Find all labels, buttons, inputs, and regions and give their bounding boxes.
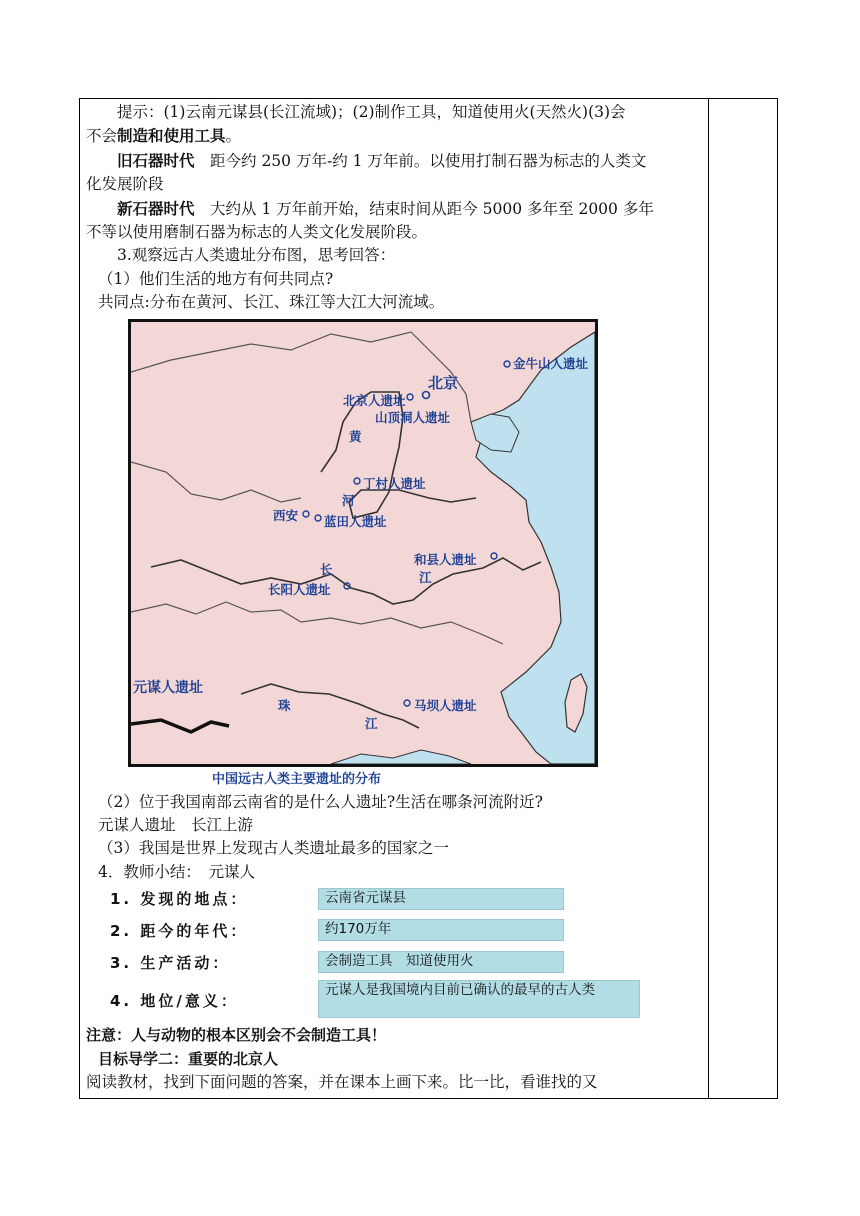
label-zhu: 珠 [278, 697, 291, 713]
lantian-dot [315, 515, 321, 521]
note-text: 注意：人与动物的根本区别会不会制造工具！ [86, 1026, 387, 1045]
label-hexian: 和县人遗址 [414, 551, 477, 567]
summary-value-3: 会制造工具 知道使用火 [318, 951, 564, 973]
border-west [131, 720, 229, 732]
paleolithic-line-1 [86, 149, 702, 173]
neolithic-term: 新石器时代 [117, 198, 195, 218]
summary-label-1: 1. 发现的地点： [110, 890, 249, 909]
boundary-line-1 [131, 462, 301, 502]
content-cell [86, 101, 702, 1095]
paleolithic-line-2: 化发展阶段 [86, 175, 164, 194]
map-caption: 中国远古人类主要遗址的分布 [212, 771, 382, 787]
neolithic-line-1 [86, 197, 702, 221]
site-map [128, 319, 598, 767]
label-jiang: 江 [419, 569, 432, 585]
label-huang: 黄 [349, 428, 362, 444]
summary-label-3: 3. 生产活动： [110, 954, 231, 973]
reading-instruction: 阅读教材，找到下面问题的答案，并在课本上画下来。比一比，看谁找的又 [86, 1073, 598, 1092]
label-lantian: 蓝田人遗址 [324, 513, 387, 529]
q3-ans2: 元谋人遗址 长江上游 [98, 816, 254, 835]
dingcun-dot [354, 478, 360, 484]
paleolithic-text: 距今约 250 万年-约 1 万年前。以使用打制石器为标志的人类文 [194, 151, 647, 170]
boundary-line-2 [131, 602, 503, 644]
beijingren-dot [407, 394, 413, 400]
summary-title: 4．教师小结： 元谋人 [98, 862, 256, 881]
maba-dot [404, 700, 410, 706]
label-beijingren: 北京人遗址 [343, 392, 406, 408]
label-shandingdong: 山顶洞人遗址 [375, 409, 451, 425]
summary-item-4 [86, 980, 702, 1024]
summary-value-1: 云南省元谋县 [318, 888, 564, 910]
label-yuanmou: 元谋人遗址 [133, 679, 203, 696]
neolithic-line-2: 不等以使用磨制石器为标志的人类文化发展阶段。 [86, 223, 428, 242]
label-chang: 长 [320, 561, 333, 577]
hint-line-2-end: 。 [225, 127, 242, 146]
label-he: 河 [342, 492, 355, 508]
label-beijing: 北京 [428, 373, 459, 392]
yangtze-river [151, 558, 541, 604]
hint-line-2-plain: 不会 [86, 127, 118, 146]
summary-item-3 [86, 948, 702, 980]
hint-line-1: 提示：(1)云南元谋县(长江流域)；(2)制作工具，知道使用火(天然火)(3)会 [117, 103, 626, 121]
neolithic-text: 大约从 1 万年前开始，结束时间从距今 5000 多年至 2000 多年 [194, 199, 654, 218]
q3-sub1: （1）他们生活的地方有何共同点? [98, 269, 334, 288]
summary-item-2 [86, 916, 702, 948]
hint-line-2 [86, 124, 702, 148]
summary-value-2: 约170万年 [318, 919, 564, 941]
label-maba: 马坝人遗址 [414, 697, 477, 713]
summary-label-4: 4. 地位/意义： [110, 992, 239, 1011]
column-divider [708, 98, 709, 1099]
paleolithic-term: 旧石器时代 [117, 150, 195, 170]
label-dingcun: 丁村人遗址 [363, 475, 426, 491]
goal2-heading: 目标导学二：重要的北京人 [98, 1049, 279, 1068]
label-zhujiang: 江 [365, 715, 378, 731]
q3-title: 3.观察远古人类遗址分布图，思考回答： [117, 246, 396, 265]
pearl-river [241, 684, 419, 728]
label-changyang: 长阳人遗址 [268, 581, 331, 597]
xian-dot [303, 511, 309, 517]
label-jinniushan: 金牛山人遗址 [513, 355, 589, 371]
hainan-coast [331, 750, 471, 764]
label-xian: 西安 [273, 507, 299, 523]
hexian-dot [491, 553, 497, 559]
summary-label-2: 2. 距今的年代： [110, 922, 249, 941]
q3-sub3: （3）我国是世界上发现古人类遗址最多的国家之一 [98, 839, 449, 858]
jinniushan-dot [504, 361, 510, 367]
q3-sub2: （2）位于我国南部云南省的是什么人遗址?生活在哪条河流附近? [98, 792, 543, 811]
hint-line-2-bold: 制造和使用工具 [117, 126, 226, 146]
summary-value-4: 元谋人是我国境内目前已确认的最早的古人类 [318, 980, 640, 1018]
q3-ans1: 共同点:分布在黄河、长江、珠江等大江大河流域。 [98, 293, 445, 312]
summary-item-1 [86, 884, 702, 916]
